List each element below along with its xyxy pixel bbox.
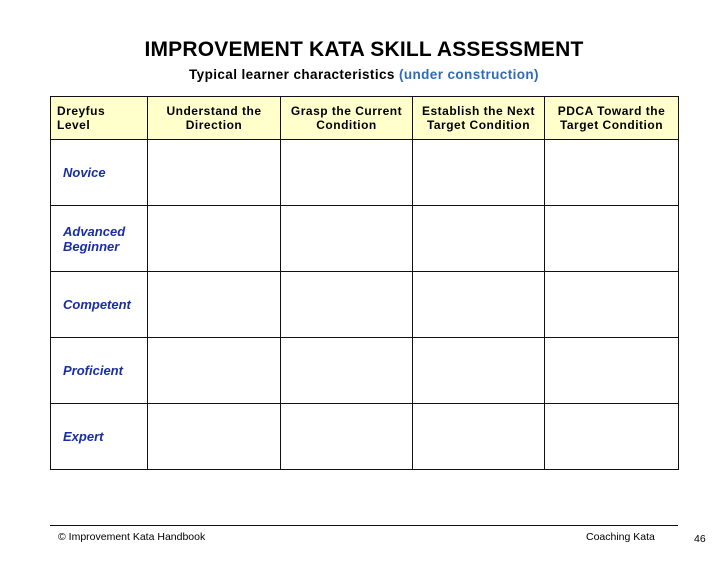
footer-divider xyxy=(50,525,678,526)
table-cell[interactable] xyxy=(545,140,679,206)
table-cell[interactable] xyxy=(281,404,413,470)
level-label: Proficient xyxy=(63,363,123,378)
header-line: Grasp the Current xyxy=(290,104,403,118)
table-row xyxy=(51,140,679,206)
level-label: Beginner xyxy=(63,238,120,254)
table-row xyxy=(51,272,679,338)
table-cell[interactable] xyxy=(281,140,413,206)
header-line: Target Condition xyxy=(559,118,664,132)
level-novice xyxy=(51,140,148,206)
subtitle-main: Typical learner characteristics xyxy=(189,67,395,82)
header-line: PDCA Toward the xyxy=(557,104,666,118)
header-pdca-toward-target xyxy=(545,97,679,140)
table-cell[interactable] xyxy=(545,272,679,338)
table-cell[interactable] xyxy=(148,338,281,404)
table-cell[interactable] xyxy=(545,206,679,272)
table-cell[interactable] xyxy=(281,272,413,338)
page-number: 46 xyxy=(694,533,706,545)
footer-copyright: © Improvement Kata Handbook xyxy=(58,531,206,543)
level-label: Advanced xyxy=(63,223,126,239)
level-competent xyxy=(51,272,148,338)
header-line: Understand the xyxy=(166,104,262,118)
table-row xyxy=(51,206,679,272)
table-cell[interactable] xyxy=(148,140,281,206)
header-row xyxy=(51,97,679,140)
table-cell[interactable] xyxy=(148,272,281,338)
header-establish-next-target xyxy=(413,97,545,140)
footer-section-name: Coaching Kata xyxy=(586,531,655,543)
table-cell[interactable] xyxy=(413,338,545,404)
level-proficient xyxy=(51,338,148,404)
table-cell[interactable] xyxy=(413,272,545,338)
level-label: Expert xyxy=(63,429,104,444)
table-row xyxy=(51,404,679,470)
subtitle-note: (under construction) xyxy=(398,67,539,82)
header-understand-direction xyxy=(148,97,281,140)
header-line: Target Condition xyxy=(426,118,531,132)
table-cell[interactable] xyxy=(148,404,281,470)
level-expert xyxy=(51,404,148,470)
header-grasp-current-condition xyxy=(281,97,413,140)
table-cell[interactable] xyxy=(281,206,413,272)
header-dreyfus-level xyxy=(51,97,148,140)
table-cell[interactable] xyxy=(413,404,545,470)
level-advanced-beginner xyxy=(51,206,148,272)
table-cell[interactable] xyxy=(545,404,679,470)
table-cell[interactable] xyxy=(413,206,545,272)
table-cell[interactable] xyxy=(413,140,545,206)
header-line: Direction xyxy=(185,118,243,132)
level-label: Novice xyxy=(63,165,106,180)
header-line: Establish the Next xyxy=(421,104,536,118)
table-cell[interactable] xyxy=(545,338,679,404)
table-row xyxy=(51,338,679,404)
header-line: Dreyfus xyxy=(57,104,106,118)
table-cell[interactable] xyxy=(148,206,281,272)
page-subtitle xyxy=(0,67,728,82)
level-label: Competent xyxy=(63,297,131,312)
header-line: Level xyxy=(57,118,91,132)
assessment-table xyxy=(50,96,679,470)
table-cell[interactable] xyxy=(281,338,413,404)
page-title: IMPROVEMENT KATA SKILL ASSESSMENT xyxy=(144,38,584,61)
header-line: Condition xyxy=(316,118,377,132)
